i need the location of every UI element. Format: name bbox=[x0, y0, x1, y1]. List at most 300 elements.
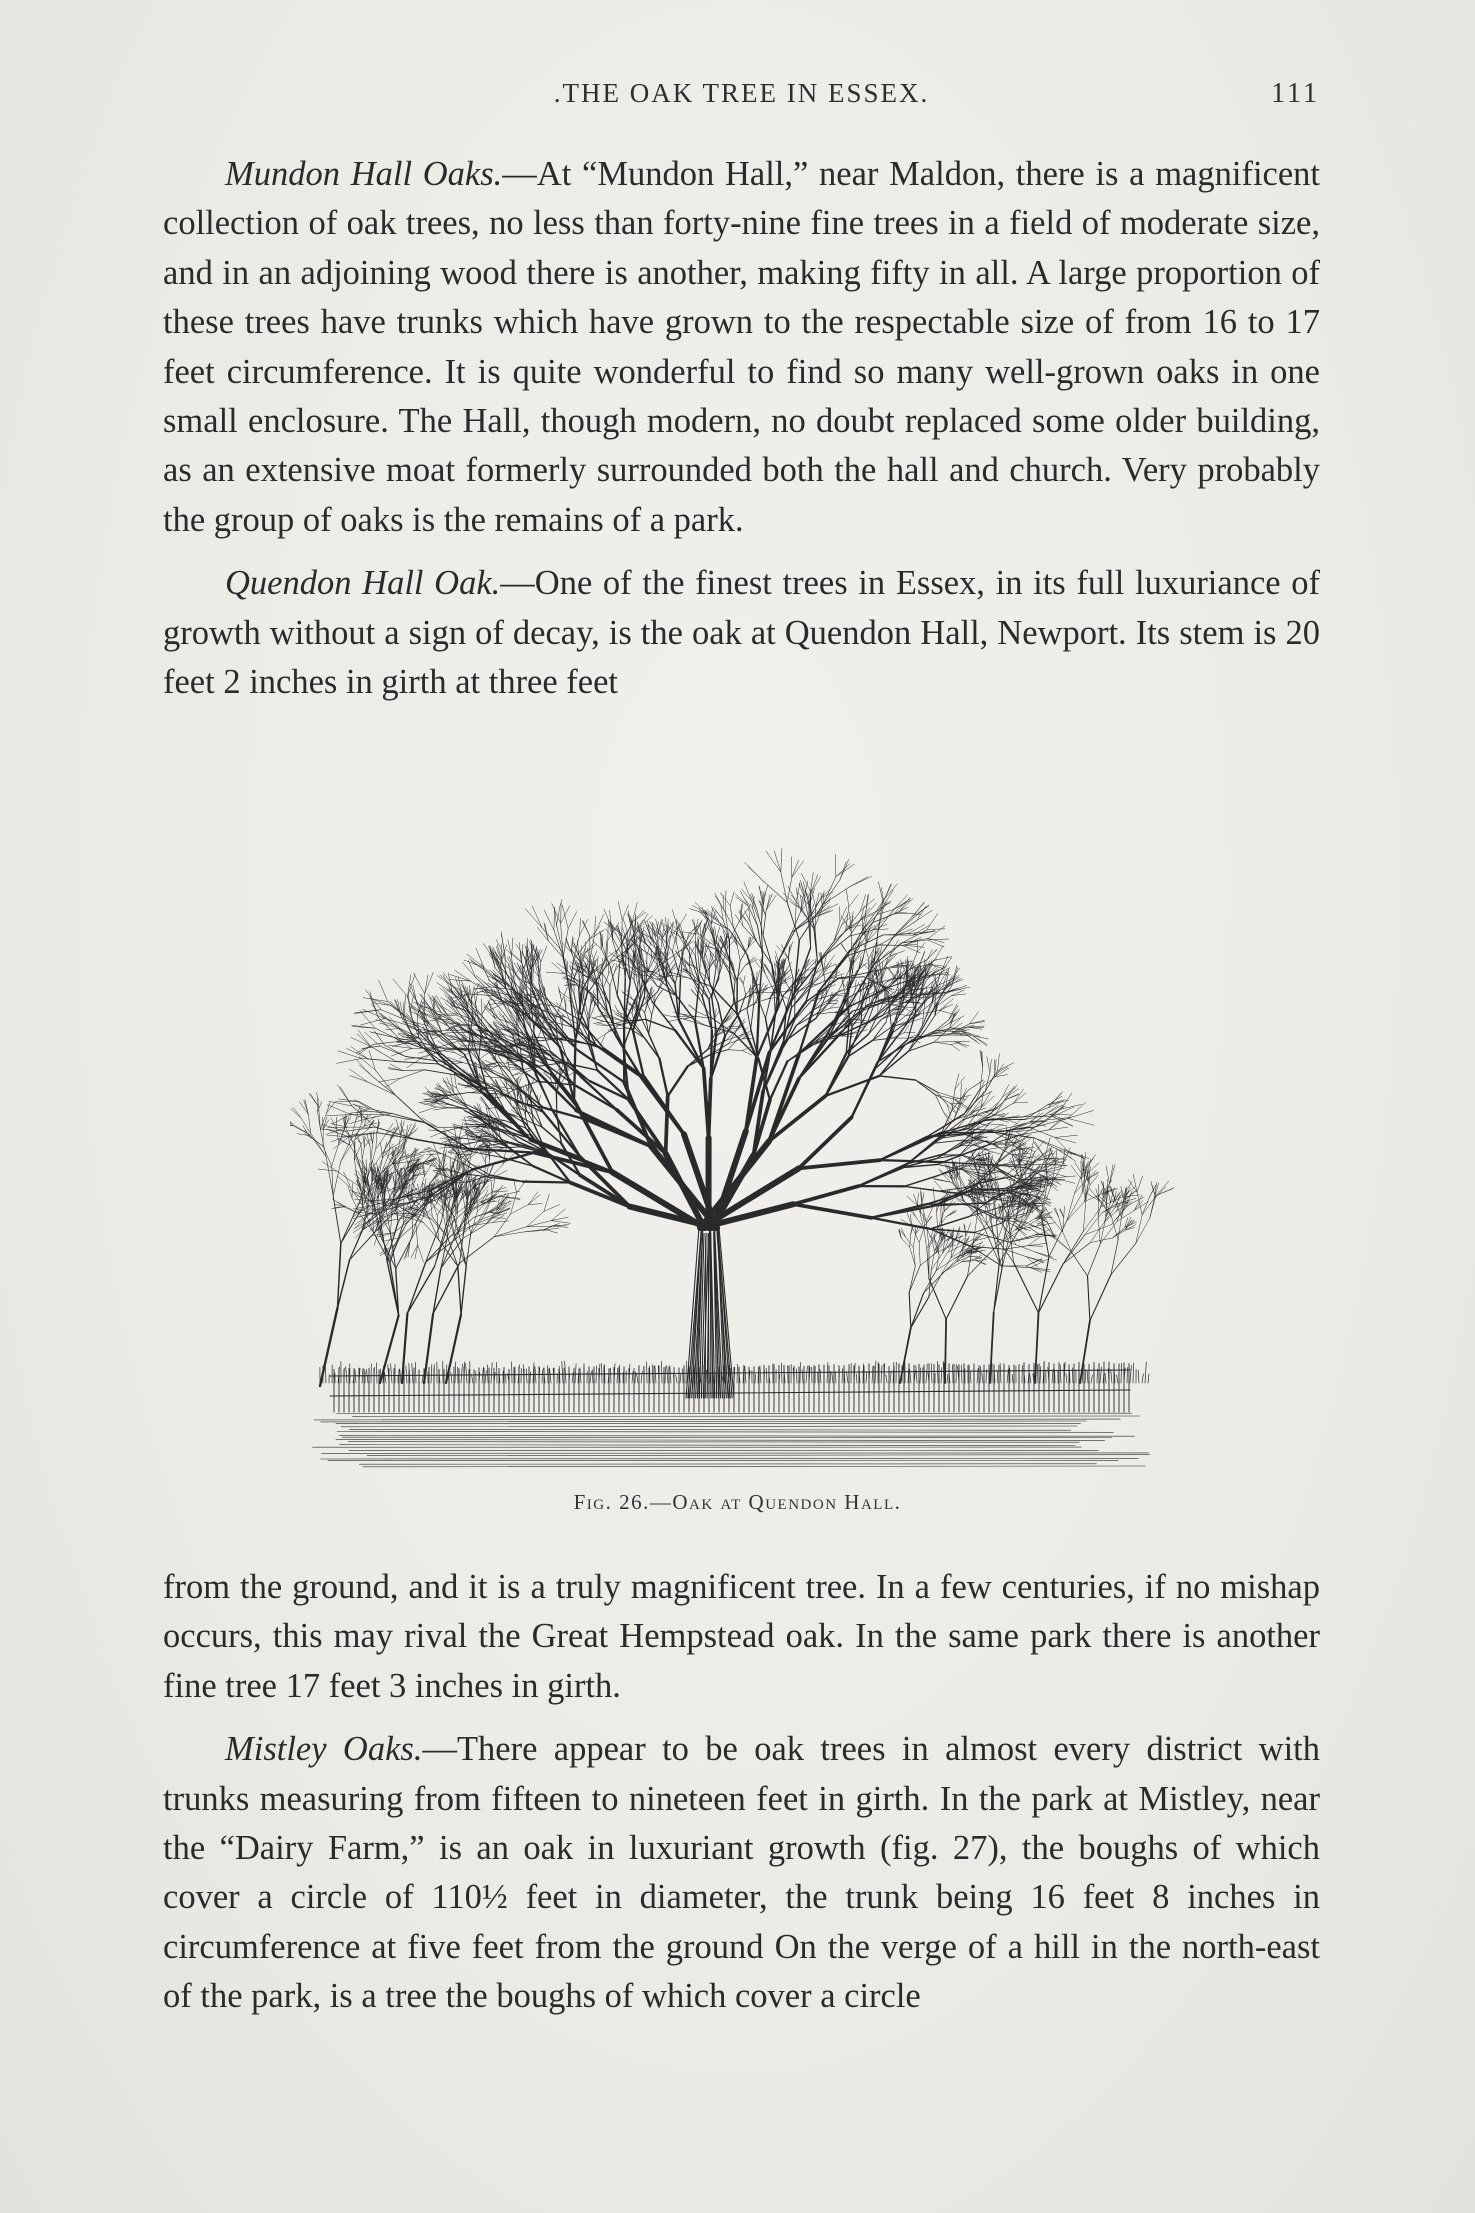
hedge-stroke bbox=[931, 1364, 932, 1383]
hedge-stroke bbox=[415, 1362, 416, 1383]
hedge-stroke bbox=[466, 1364, 467, 1383]
branch bbox=[940, 1010, 957, 1015]
branch bbox=[645, 1013, 649, 1034]
branch bbox=[360, 1019, 385, 1026]
branch bbox=[895, 917, 912, 935]
branch bbox=[849, 1006, 859, 1024]
branch bbox=[523, 1182, 570, 1183]
branch bbox=[928, 940, 945, 947]
hedge-stroke bbox=[461, 1364, 463, 1383]
hedge-stroke bbox=[655, 1366, 656, 1383]
branch bbox=[542, 928, 563, 952]
branch bbox=[411, 1245, 418, 1258]
branch bbox=[656, 989, 664, 1000]
branch bbox=[408, 1032, 421, 1036]
branch bbox=[793, 1186, 858, 1204]
branch bbox=[396, 1062, 438, 1064]
branch bbox=[410, 995, 414, 1012]
branch bbox=[623, 918, 628, 933]
branch bbox=[774, 991, 775, 1015]
branch bbox=[462, 1141, 482, 1146]
branch bbox=[705, 954, 709, 967]
branch bbox=[566, 939, 572, 952]
hedge-stroke bbox=[886, 1375, 887, 1383]
branch bbox=[876, 903, 890, 912]
branch bbox=[564, 997, 566, 1011]
branch bbox=[562, 905, 568, 928]
branch bbox=[846, 889, 849, 907]
hedge-stroke bbox=[881, 1366, 882, 1383]
branch bbox=[415, 1245, 418, 1259]
hedge-stroke bbox=[1037, 1365, 1038, 1384]
hedge-stroke bbox=[610, 1368, 611, 1383]
branch bbox=[359, 1065, 373, 1077]
branch bbox=[904, 1175, 938, 1186]
branch bbox=[792, 861, 804, 878]
hedge-stroke bbox=[485, 1371, 486, 1383]
branch bbox=[799, 1117, 852, 1168]
page-number: 111 bbox=[1271, 78, 1320, 109]
hedge-stroke bbox=[1117, 1375, 1119, 1383]
hedge-stroke bbox=[1130, 1365, 1131, 1383]
branch bbox=[689, 978, 711, 986]
branch bbox=[449, 1142, 463, 1144]
branch bbox=[429, 1130, 444, 1132]
branch bbox=[947, 986, 967, 993]
hedge-stroke bbox=[1060, 1365, 1061, 1383]
paragraph-mundon bbox=[163, 150, 1320, 545]
branch bbox=[374, 1232, 390, 1263]
hedge-stroke bbox=[982, 1373, 983, 1383]
hedge-stroke bbox=[1091, 1375, 1092, 1383]
paragraph-quendon bbox=[163, 559, 1320, 707]
branch bbox=[644, 1077, 684, 1134]
branch bbox=[574, 1085, 616, 1110]
branch bbox=[591, 1017, 603, 1021]
hedge-stroke bbox=[802, 1370, 803, 1383]
branch bbox=[756, 940, 772, 965]
branch bbox=[955, 1042, 969, 1046]
branch bbox=[442, 1030, 464, 1031]
branch bbox=[630, 952, 635, 982]
branch bbox=[437, 996, 448, 1015]
branch bbox=[884, 954, 897, 967]
hedge-stroke bbox=[1111, 1369, 1112, 1383]
branch bbox=[1058, 1149, 1076, 1155]
section-heading-quendon: Quendon Hall Oak. bbox=[225, 564, 501, 603]
branch bbox=[649, 1015, 652, 1034]
branch bbox=[552, 904, 561, 924]
branch bbox=[916, 1080, 936, 1095]
branch bbox=[430, 1132, 443, 1138]
hedge-stroke bbox=[1085, 1370, 1086, 1383]
ground-stroke bbox=[363, 1466, 1145, 1467]
branch bbox=[546, 972, 564, 973]
hedge-stroke bbox=[856, 1374, 857, 1383]
branch bbox=[795, 902, 796, 930]
branch bbox=[463, 1141, 484, 1144]
branch bbox=[581, 1077, 617, 1110]
hedge-stroke bbox=[916, 1366, 917, 1383]
paragraph-text-mundon: —At “Mundon Hall,” near Maldon, there is a magnificent collection of oak trees, no less than forty-nine fine trees in a field of moderate size, and in an adjoining wood there is another, making fifty in all. A large proportion of these trees have trunks which have grown to the respectable size of from 16 to 17 feet circumference. It is quite wonderful to find so many well-grown oaks in one small enclosure. The Hall, though modern, no doubt replaced some older building, as an extensive moat formerly surrounded both the hall and church. Very probably the group of oaks is the remains of a park. bbox=[163, 155, 1320, 539]
branch bbox=[508, 940, 512, 957]
branch bbox=[997, 1054, 999, 1071]
branch bbox=[729, 940, 730, 974]
branch bbox=[1068, 1118, 1094, 1125]
branch bbox=[1055, 1138, 1076, 1143]
branch bbox=[960, 1097, 968, 1105]
ground-stroke bbox=[340, 1445, 1076, 1446]
ground-stroke bbox=[367, 1455, 1149, 1456]
branch bbox=[955, 1042, 967, 1048]
branch bbox=[934, 946, 943, 961]
hedge-stroke bbox=[1040, 1367, 1041, 1384]
hedge-stroke bbox=[667, 1366, 668, 1383]
branch bbox=[488, 1000, 498, 1017]
branch bbox=[1026, 1266, 1041, 1272]
branch bbox=[434, 1108, 448, 1110]
branch bbox=[471, 961, 486, 972]
branch bbox=[1004, 1118, 1018, 1124]
branch bbox=[934, 1042, 951, 1045]
hedge-stroke bbox=[1100, 1367, 1102, 1383]
branch bbox=[579, 918, 580, 935]
branch bbox=[873, 912, 899, 922]
branch bbox=[370, 1109, 392, 1114]
hedge-stroke bbox=[665, 1367, 666, 1383]
branch bbox=[648, 1004, 652, 1015]
hedge-stroke bbox=[491, 1363, 492, 1383]
branch bbox=[593, 1021, 603, 1024]
hedge-stroke bbox=[1000, 1363, 1001, 1383]
hedge-stroke bbox=[986, 1370, 987, 1383]
branch bbox=[375, 1070, 395, 1095]
branch bbox=[455, 970, 471, 981]
hedge-stroke bbox=[1138, 1370, 1139, 1383]
branch bbox=[994, 1059, 995, 1074]
hedge-stroke bbox=[391, 1364, 392, 1383]
branch bbox=[825, 930, 846, 955]
ground-stroke bbox=[339, 1436, 1134, 1437]
hedge-stroke bbox=[941, 1368, 942, 1384]
hedge-stroke bbox=[1030, 1374, 1031, 1383]
branch bbox=[735, 894, 748, 907]
branch bbox=[967, 1114, 996, 1129]
branch bbox=[484, 1007, 495, 1019]
branch bbox=[361, 1059, 396, 1062]
hedge-stroke bbox=[797, 1369, 798, 1383]
branch bbox=[368, 1111, 392, 1113]
branch bbox=[472, 984, 480, 999]
hedge-stroke bbox=[766, 1368, 767, 1383]
ground-stroke bbox=[321, 1421, 1087, 1422]
hedge-stroke bbox=[980, 1367, 981, 1384]
branch bbox=[916, 1080, 937, 1092]
hedge-stroke bbox=[455, 1362, 456, 1383]
branch bbox=[559, 989, 562, 1001]
branch bbox=[561, 906, 570, 923]
branch bbox=[963, 1170, 978, 1181]
branch bbox=[695, 983, 699, 1021]
branch bbox=[987, 1057, 990, 1073]
branch bbox=[668, 1066, 688, 1096]
branch bbox=[425, 972, 434, 993]
hedge-stroke bbox=[755, 1375, 756, 1383]
branch bbox=[694, 942, 701, 955]
branch bbox=[434, 996, 435, 1013]
branch bbox=[823, 880, 840, 905]
hedge-stroke bbox=[1105, 1373, 1106, 1383]
hedge-stroke bbox=[830, 1371, 831, 1383]
branch bbox=[506, 1060, 522, 1062]
branch bbox=[351, 1037, 371, 1046]
branch bbox=[728, 1050, 742, 1051]
branch bbox=[739, 912, 748, 922]
branch bbox=[835, 854, 836, 876]
branch bbox=[951, 1045, 960, 1051]
hedge-stroke bbox=[947, 1375, 948, 1384]
branch bbox=[962, 1032, 980, 1044]
branch bbox=[360, 1011, 375, 1029]
branch bbox=[525, 909, 542, 928]
hedge-stroke bbox=[970, 1372, 971, 1383]
branch bbox=[841, 943, 848, 954]
branch bbox=[357, 1060, 373, 1077]
hedge-stroke bbox=[806, 1366, 807, 1383]
branch bbox=[381, 1010, 414, 1024]
branch bbox=[595, 916, 596, 933]
hedge-stroke bbox=[847, 1372, 849, 1383]
branch bbox=[774, 851, 781, 872]
branch bbox=[836, 864, 850, 877]
hedge-stroke bbox=[1142, 1374, 1143, 1383]
hedge-stroke bbox=[472, 1374, 474, 1383]
trunk-stroke bbox=[705, 1236, 706, 1398]
branch bbox=[533, 944, 534, 961]
branch bbox=[757, 996, 760, 1058]
branch bbox=[996, 1103, 1014, 1114]
branch bbox=[472, 986, 475, 999]
branch bbox=[717, 960, 719, 978]
branch bbox=[766, 851, 781, 872]
hedge-stroke bbox=[926, 1364, 927, 1383]
branch bbox=[554, 908, 555, 930]
branch bbox=[704, 942, 710, 958]
hedge-stroke bbox=[550, 1368, 552, 1383]
branch bbox=[725, 891, 726, 913]
branch bbox=[348, 1187, 352, 1198]
hedge-stroke bbox=[451, 1372, 452, 1383]
branch bbox=[940, 1004, 953, 1010]
ground-stroke bbox=[337, 1432, 1113, 1433]
branch bbox=[737, 961, 740, 982]
branch bbox=[1004, 1249, 1026, 1257]
branch bbox=[617, 964, 619, 996]
branch bbox=[954, 1034, 972, 1035]
branch bbox=[355, 1100, 370, 1109]
branch bbox=[327, 1105, 351, 1115]
branch bbox=[930, 1217, 969, 1229]
hedge-stroke bbox=[1070, 1372, 1071, 1383]
branch bbox=[873, 1022, 886, 1040]
branch bbox=[1047, 1096, 1062, 1105]
hedge-stroke bbox=[641, 1371, 642, 1383]
hedge-stroke bbox=[760, 1366, 761, 1383]
branch bbox=[389, 1135, 392, 1156]
branch bbox=[995, 1060, 996, 1075]
branch bbox=[1055, 1135, 1078, 1137]
branch bbox=[763, 910, 766, 935]
branch bbox=[379, 981, 388, 1002]
hedge-stroke bbox=[565, 1361, 566, 1383]
branch bbox=[517, 1096, 518, 1109]
branch bbox=[878, 901, 883, 930]
branch bbox=[464, 1117, 468, 1128]
branch bbox=[866, 917, 876, 936]
hedge-stroke bbox=[1133, 1363, 1134, 1383]
branch bbox=[350, 1114, 367, 1119]
branch bbox=[792, 860, 799, 877]
branch bbox=[511, 1087, 515, 1095]
branch bbox=[918, 1035, 948, 1037]
branch bbox=[632, 910, 644, 922]
branch bbox=[356, 1159, 363, 1175]
ground-stroke bbox=[349, 1429, 1071, 1430]
ground-stroke bbox=[341, 1426, 1077, 1427]
branch bbox=[349, 1119, 367, 1124]
hedge-stroke bbox=[575, 1364, 576, 1383]
hedge-stroke bbox=[422, 1375, 423, 1383]
branch bbox=[538, 958, 539, 984]
hedge-stroke bbox=[872, 1366, 873, 1383]
branch bbox=[660, 938, 662, 957]
branch bbox=[836, 864, 855, 877]
branch bbox=[859, 1164, 908, 1186]
branch bbox=[963, 1099, 977, 1120]
branch bbox=[940, 999, 954, 1011]
branch bbox=[533, 966, 534, 992]
hedge-stroke bbox=[562, 1362, 563, 1384]
branch bbox=[1055, 1138, 1072, 1156]
branch bbox=[995, 1064, 1004, 1077]
branch bbox=[834, 925, 842, 941]
branch bbox=[427, 1154, 442, 1155]
branch bbox=[444, 1081, 457, 1088]
branch bbox=[349, 1069, 367, 1082]
branch bbox=[643, 945, 647, 956]
branch bbox=[545, 924, 548, 941]
hedge-stroke bbox=[412, 1364, 413, 1384]
branch bbox=[393, 979, 408, 997]
branch bbox=[817, 897, 831, 914]
branch bbox=[762, 891, 764, 905]
branch bbox=[880, 1137, 927, 1160]
branch bbox=[1068, 1102, 1086, 1118]
branch bbox=[462, 962, 475, 977]
branch bbox=[585, 942, 586, 954]
branch bbox=[912, 906, 929, 917]
branch bbox=[418, 1245, 424, 1262]
branch bbox=[781, 849, 782, 872]
branch bbox=[1028, 1246, 1043, 1247]
branch bbox=[927, 914, 938, 930]
paragraph-text-quendon: —One of the finest trees in Essex, in its full luxuriance of growth without a sign of decay, is the oak at Quendon Hall, Newport. Its stem is 20 feet 2 inches in girth at three feet bbox=[163, 564, 1321, 702]
branch bbox=[467, 954, 484, 968]
branch bbox=[469, 985, 471, 998]
section-heading-mundon: Mundon Hall Oaks. bbox=[225, 155, 503, 193]
branch bbox=[700, 956, 701, 973]
main-oak-tree bbox=[320, 849, 1094, 1398]
branch bbox=[375, 1028, 401, 1041]
branch bbox=[366, 990, 382, 1010]
ground-stroke bbox=[349, 1442, 1080, 1443]
branch bbox=[585, 944, 597, 954]
branch bbox=[337, 1085, 352, 1106]
branch bbox=[483, 1076, 493, 1078]
branch bbox=[1068, 1110, 1094, 1118]
branch bbox=[795, 917, 816, 930]
branch bbox=[895, 921, 917, 935]
branch bbox=[751, 1006, 754, 1029]
branch bbox=[917, 907, 926, 921]
branch bbox=[849, 923, 872, 951]
branch bbox=[338, 1176, 351, 1188]
branch bbox=[349, 1075, 367, 1082]
branch bbox=[403, 1070, 425, 1071]
branch bbox=[445, 1170, 463, 1173]
hedge-stroke bbox=[835, 1372, 836, 1383]
branch bbox=[763, 936, 772, 966]
branch bbox=[408, 975, 411, 997]
branch bbox=[927, 929, 945, 930]
branch bbox=[481, 999, 482, 1015]
branch bbox=[380, 1046, 406, 1056]
branch bbox=[635, 969, 638, 986]
branch bbox=[424, 1165, 431, 1177]
branch bbox=[562, 943, 571, 953]
hedge-stroke bbox=[1145, 1362, 1146, 1383]
branch bbox=[961, 1166, 980, 1167]
hedge-stroke bbox=[1097, 1369, 1098, 1383]
branch bbox=[996, 1097, 1007, 1114]
branch bbox=[1009, 1242, 1035, 1252]
hedge-stroke bbox=[1087, 1371, 1088, 1383]
branch bbox=[762, 885, 768, 901]
branch bbox=[561, 900, 562, 924]
branch bbox=[327, 1115, 351, 1116]
hedge-stroke bbox=[592, 1370, 593, 1383]
branch bbox=[765, 964, 772, 976]
branch bbox=[334, 1135, 351, 1149]
branch bbox=[596, 1045, 642, 1077]
branch bbox=[436, 1107, 461, 1108]
branch bbox=[743, 976, 745, 984]
branch bbox=[363, 998, 388, 1002]
branch bbox=[604, 922, 618, 931]
branch bbox=[737, 946, 740, 961]
branch bbox=[745, 862, 763, 880]
hedge-stroke bbox=[961, 1365, 962, 1383]
branch bbox=[917, 910, 933, 920]
branch bbox=[659, 1058, 667, 1096]
branch bbox=[358, 1030, 371, 1046]
hedge-stroke bbox=[590, 1371, 591, 1383]
branch bbox=[666, 1096, 668, 1153]
branch bbox=[495, 1060, 514, 1085]
branch bbox=[609, 1025, 619, 1026]
branch bbox=[574, 1101, 612, 1173]
ground-stroke bbox=[336, 1440, 1105, 1441]
